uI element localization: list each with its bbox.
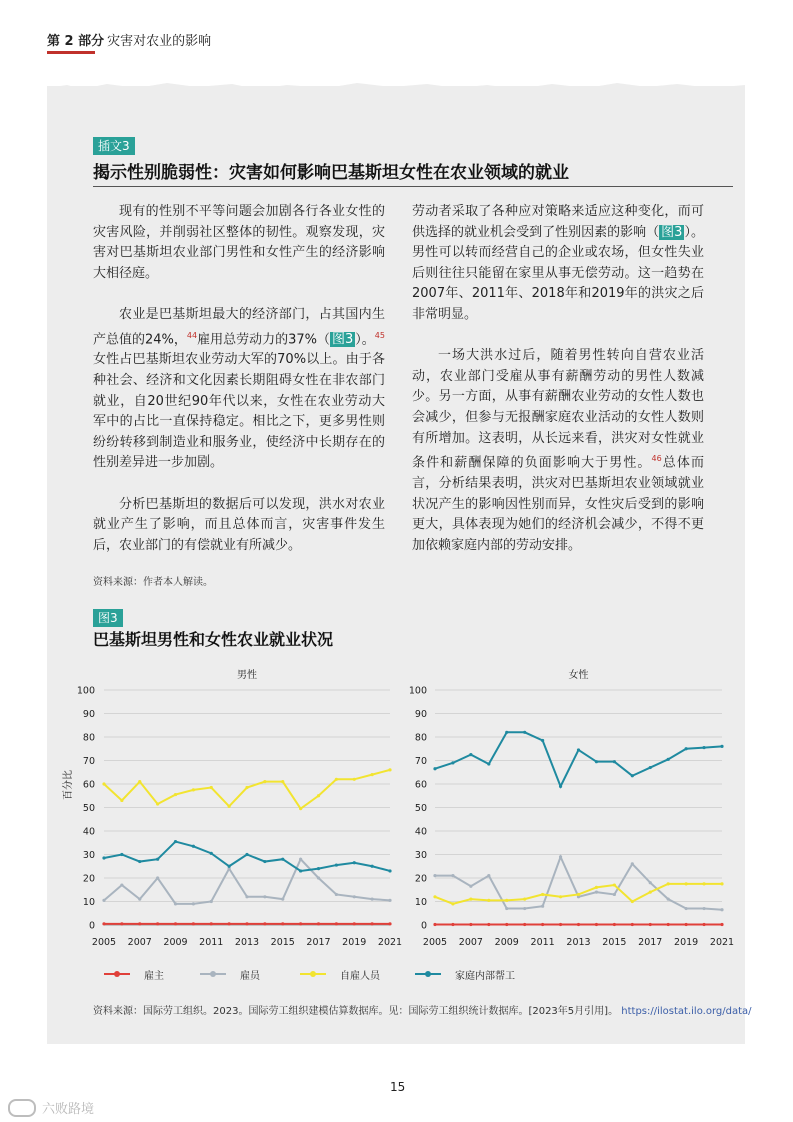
figure-ref[interactable]: 图3 — [332, 331, 354, 347]
x-tick-label: 2013 — [566, 937, 591, 948]
data-point — [192, 845, 195, 848]
data-point — [451, 874, 454, 877]
data-point — [335, 778, 338, 781]
y-tick-label: 60 — [414, 779, 427, 791]
y-tick-label: 70 — [414, 756, 427, 767]
data-point — [174, 902, 177, 905]
data-point — [613, 923, 616, 926]
data-point — [299, 858, 302, 861]
data-point — [156, 922, 159, 925]
data-point — [523, 907, 526, 910]
data-point — [353, 922, 356, 925]
data-point — [487, 899, 490, 902]
data-point — [138, 898, 141, 901]
x-tick-label: 2007 — [127, 937, 152, 948]
y-tick-label: 90 — [82, 709, 95, 720]
figure-ref[interactable]: 图3 — [661, 224, 683, 240]
data-point — [156, 876, 159, 879]
paragraph: 劳动者采取了各种应对策略来适应这种变化，而可供选择的就业机会受到了性别因素的影响（ 图3 ）。男性可以转而经营自己的企业或农场，但女性失业后则往往只能留在家里从事无偿劳动。这一趋势在2007年、2011年、2018年和2019年的洪灾之后非常明显。 — [412, 204, 704, 322]
data-point — [649, 923, 652, 926]
data-point — [577, 748, 580, 751]
data-point — [487, 874, 490, 877]
footnote-ref[interactable]: 46 — [651, 454, 662, 464]
data-point — [120, 883, 123, 886]
data-point — [649, 881, 652, 884]
paragraph: 一场大洪水过后，随着男性转向自营农业活动，农业部门受雇从事有薪酬劳动的男性人数减少。另一方面，从事有薪酬农业劳动的女性人数也会减少，但参与无报酬家庭农业活动的女性人数则有所增加。这表明，从长远来看，洪灾对女性就业条件和薪酬保障的负面影响大于男性。$^{46}$总体而言，分析结果表明，洪灾对巴基斯坦农业领域就业状况产生的影响因性别而异，女性灾后受到的影响更大，具体表现为她们的经济机会减少，不得不更加依赖家庭内部的劳动安排。 — [412, 348, 704, 553]
paragraph: 分析巴基斯坦的数据后可以发现，洪水对农业就业产生了影响，而且总体而言，灾害事件发生后，农业部门的有偿就业有所减少。 — [93, 496, 385, 553]
data-point — [120, 799, 123, 802]
paragraph: 农业是巴基斯坦最大的经济部门，占其国内生产总值的24%，$^{44}$雇用总劳动力的37%（ 图3 ）。$^{45}$女性占巴基斯坦农业劳动大军的70%以上。由于各种社会、经济和文化因素长期阻碍女性在非农部门就业，自20世纪90年代以来，女性在农业劳动大军中的占比一直保持稳定。相比之下，更多男性则纷纷转移到制造业和服务业，使经济中长期存在的性别差异进一步加剧。 — [93, 306, 385, 471]
y-tick-label: 30 — [82, 850, 95, 861]
data-point — [281, 898, 284, 901]
data-point — [371, 865, 374, 868]
legend-swatch — [200, 973, 226, 975]
data-point — [685, 882, 688, 885]
data-point — [335, 863, 338, 866]
data-point — [192, 788, 195, 791]
data-point — [595, 760, 598, 763]
data-point — [210, 786, 213, 789]
y-tick-label: 20 — [82, 873, 95, 885]
data-point — [469, 753, 472, 756]
x-tick-label: 2021 — [377, 937, 403, 948]
part-label: 第 2 部分 — [47, 34, 105, 49]
data-point — [685, 923, 688, 926]
data-point — [631, 900, 634, 903]
y-tick-label: 80 — [82, 732, 95, 744]
x-tick-label: 2007 — [458, 937, 483, 948]
legend-item: 雇员 — [200, 966, 260, 982]
y-tick-label: 30 — [414, 850, 427, 861]
watermark-logo-icon — [8, 1099, 36, 1117]
data-point — [388, 768, 391, 771]
x-tick-label: 2013 — [234, 937, 260, 948]
data-point — [228, 922, 231, 925]
data-point — [263, 860, 266, 863]
data-point — [720, 923, 723, 926]
data-point — [433, 874, 436, 877]
data-point — [317, 922, 320, 925]
data-point — [138, 860, 141, 863]
x-tick-label: 2009 — [494, 937, 519, 948]
data-point — [317, 867, 320, 870]
data-point — [577, 923, 580, 926]
data-point — [469, 898, 472, 901]
legend-item: 家庭内部帮工 — [415, 966, 515, 982]
data-point — [469, 923, 472, 926]
data-point — [299, 869, 302, 872]
paragraph: 现有的性别不平等问题会加剧各行各业女性的灾害风险，并削弱社区整体的韧性。观察发现，灾害对巴基斯坦农业部门男性和女性产生的经济影响大相径庭。 — [93, 204, 385, 281]
data-point — [192, 902, 195, 905]
y-tick-label: 0 — [88, 920, 95, 932]
data-point — [353, 895, 356, 898]
data-point — [577, 893, 580, 896]
data-point — [210, 922, 213, 925]
data-point — [388, 869, 391, 872]
data-point — [433, 767, 436, 770]
chart-title: 男性 — [237, 670, 257, 681]
data-point — [613, 883, 616, 886]
data-point — [487, 762, 490, 765]
data-point — [371, 773, 374, 776]
data-point — [667, 923, 670, 926]
legend-swatch — [415, 973, 441, 975]
legend-swatch — [300, 973, 326, 975]
data-point — [433, 923, 436, 926]
footnote-ref[interactable]: 45 — [374, 330, 385, 340]
data-point — [451, 902, 454, 905]
x-tick-label: 2017 — [638, 937, 663, 948]
data-point — [505, 899, 508, 902]
data-point — [649, 891, 652, 894]
box-title: 揭示性别脆弱性：灾害如何影响巴基斯坦女性在农业领域的就业 — [93, 163, 569, 183]
data-point — [523, 923, 526, 926]
box-source: 资料来源：作者本人解读。 — [93, 577, 213, 588]
y-tick-label: 100 — [408, 685, 427, 697]
data-point — [595, 923, 598, 926]
x-tick-label: 2019 — [674, 937, 699, 948]
data-point — [541, 739, 544, 742]
data-point — [174, 922, 177, 925]
data-point — [595, 891, 598, 894]
data-point — [631, 923, 634, 926]
data-point — [702, 746, 705, 749]
y-tick-label: 40 — [414, 826, 427, 838]
data-point — [371, 922, 374, 925]
legend-item: 自雇人员 — [300, 966, 380, 982]
data-point — [245, 895, 248, 898]
data-point — [541, 923, 544, 926]
x-tick-label: 2011 — [199, 937, 224, 948]
data-point — [451, 923, 454, 926]
data-point — [263, 895, 266, 898]
y-tick-label: 100 — [76, 685, 95, 697]
data-point — [102, 899, 105, 902]
y-tick-label: 90 — [414, 709, 427, 720]
y-tick-label: 40 — [82, 826, 95, 838]
data-point — [102, 856, 105, 859]
data-point — [120, 853, 123, 856]
data-point — [505, 731, 508, 734]
data-point — [210, 852, 213, 855]
data-point — [505, 923, 508, 926]
data-point — [388, 899, 391, 902]
figure-title: 巴基斯坦男性和女性农业就业状况 — [93, 630, 334, 649]
data-point — [281, 922, 284, 925]
data-point — [156, 858, 159, 861]
data-point — [102, 922, 105, 925]
series-line — [104, 842, 390, 871]
data-point — [541, 893, 544, 896]
x-tick-label: 2015 — [270, 937, 295, 948]
data-point — [299, 922, 302, 925]
data-point — [263, 780, 266, 783]
data-point — [281, 780, 284, 783]
legend-item: 雇主 — [104, 966, 164, 982]
data-point — [702, 923, 705, 926]
data-point — [353, 778, 356, 781]
data-point — [388, 922, 391, 925]
data-point — [299, 807, 302, 810]
x-tick-label: 2005 — [91, 937, 117, 948]
data-point — [245, 922, 248, 925]
data-point — [541, 905, 544, 908]
data-point — [505, 907, 508, 910]
data-point — [649, 766, 652, 769]
data-point — [281, 858, 284, 861]
data-point — [102, 782, 105, 785]
data-point — [156, 802, 159, 805]
data-point — [720, 882, 723, 885]
data-point — [702, 907, 705, 910]
data-point — [228, 865, 231, 868]
data-point — [317, 794, 320, 797]
footnote-ref[interactable]: 44 — [186, 330, 198, 340]
data-point — [631, 774, 634, 777]
part-title: 灾害对农业的影响 — [107, 34, 212, 49]
y-tick-label: 10 — [82, 897, 95, 908]
data-point — [120, 922, 123, 925]
data-point — [192, 922, 195, 925]
data-point — [451, 761, 454, 764]
data-point — [667, 898, 670, 901]
figure-label: 图3 — [93, 609, 123, 627]
data-point — [335, 893, 338, 896]
data-point — [174, 840, 177, 843]
x-tick-label: 2017 — [306, 937, 331, 948]
data-point — [559, 785, 562, 788]
data-point — [487, 923, 490, 926]
data-point — [667, 882, 670, 885]
x-tick-label: 2005 — [422, 937, 448, 948]
data-point — [613, 760, 616, 763]
data-point — [353, 861, 356, 864]
data-point — [631, 862, 634, 865]
figure-source: 资料来源：国际劳工组织。2023。国际劳工组织建模估算数据库。见：国际劳工组织统计数据库。[2023年5月引用]。 https://ilostat.ilo.org/data/ — [93, 1006, 752, 1017]
data-point — [469, 885, 472, 888]
data-point — [433, 895, 436, 898]
data-point — [245, 786, 248, 789]
data-point — [210, 900, 213, 903]
data-point — [371, 898, 374, 901]
data-point — [138, 780, 141, 783]
data-point — [523, 731, 526, 734]
data-point — [667, 758, 670, 761]
series-line — [435, 732, 722, 786]
data-point — [559, 923, 562, 926]
box-label: 插文3 — [93, 137, 135, 155]
data-point — [559, 855, 562, 858]
y-tick-label: 60 — [82, 779, 95, 791]
x-tick-label: 2019 — [342, 937, 367, 948]
y-tick-label: 80 — [414, 732, 427, 744]
data-point — [613, 893, 616, 896]
x-tick-label: 2011 — [530, 937, 555, 948]
data-point — [263, 922, 266, 925]
data-point — [595, 886, 598, 889]
data-point — [720, 745, 723, 748]
data-point — [685, 907, 688, 910]
x-tick-label: 2009 — [163, 937, 188, 948]
data-point — [702, 882, 705, 885]
series-line — [104, 770, 390, 809]
y-tick-label: 20 — [414, 873, 427, 885]
data-point — [228, 805, 231, 808]
x-tick-label: 2021 — [709, 937, 735, 948]
data-point — [317, 876, 320, 879]
data-point — [245, 853, 248, 856]
chart-title: 女性 — [568, 670, 589, 681]
data-point — [138, 922, 141, 925]
page-number: 15 — [390, 1080, 406, 1094]
y-tick-label: 50 — [82, 803, 95, 814]
y-tick-label: 10 — [414, 897, 427, 908]
y-tick-label: 50 — [414, 803, 427, 814]
legend-swatch — [104, 973, 130, 975]
y-axis-title: 百分比 — [63, 770, 74, 800]
source-link[interactable]: https://ilostat.ilo.org/data/ — [621, 1006, 752, 1017]
data-point — [174, 793, 177, 796]
watermark: 六败路境 — [8, 1098, 94, 1117]
data-point — [523, 898, 526, 901]
data-point — [559, 895, 562, 898]
data-point — [720, 908, 723, 911]
y-tick-label: 0 — [420, 920, 427, 932]
data-point — [335, 922, 338, 925]
data-point — [685, 747, 688, 750]
x-tick-label: 2015 — [602, 937, 627, 948]
y-tick-label: 70 — [82, 756, 95, 767]
